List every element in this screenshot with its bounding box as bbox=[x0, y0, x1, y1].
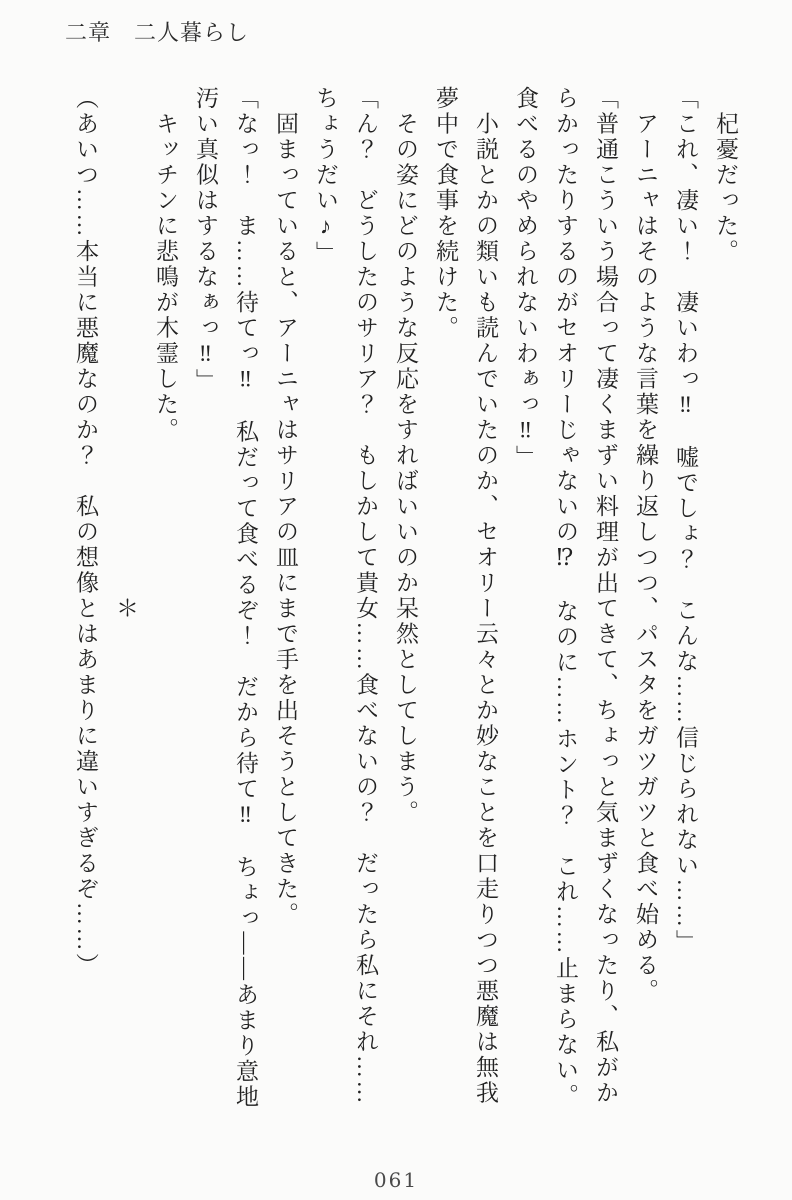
page-body-text bbox=[65, 86, 745, 1132]
text-line: ちょうだい♪」 bbox=[313, 86, 338, 267]
chapter-header: 二章 二人暮らし bbox=[65, 20, 250, 45]
text-line: その姿にどのような反応をすればいいのか呆然としてしまう。 bbox=[393, 86, 418, 826]
text-line: 固まっていると、アーニャはサリアの皿にまで手を出そうとしてきた。 bbox=[273, 86, 298, 928]
text-line: キッチンに悲鳴が木霊した。 bbox=[153, 86, 178, 443]
text-line: 汚い真似はするなぁっ‼」 bbox=[193, 86, 218, 394]
text-line: 夢中で食事を続けた。 bbox=[433, 86, 458, 341]
text-line: （あいつ……本当に悪魔なのか？ 私の想像とはあまりに違いすぎるぞ……） bbox=[73, 86, 98, 979]
text-line: 杞憂だった。 bbox=[713, 86, 738, 265]
section-break-star: ＊ bbox=[113, 596, 138, 622]
text-line: 「普通こういう場合って凄くまずい料理が出てきて、ちょっと気まずくなったり、私がか bbox=[593, 86, 618, 1106]
text-line: 「これ、凄い！ 凄いわっ‼ 嘘でしょ？ こんな……信じられない……」 bbox=[673, 86, 698, 955]
text-line: 「なっ！ ま……待てっ‼ 私だって食べるぞ！ だから待て‼ ちょっ――あまり意地 bbox=[233, 86, 258, 1110]
text-line: 「ん？ どうしたのサリア？ もしかして貴女……食べないの？ だったら私にそれ…… bbox=[353, 86, 378, 1106]
text-line: らかったりするのがセオリーじゃないの⁉ なのに……ホント？ これ……止まらない。 bbox=[553, 86, 578, 1109]
text-line: アーニャはそのような言葉を繰り返しつつ、パスタをガツガツと食べ始める。 bbox=[633, 86, 658, 1004]
page-number: 061 bbox=[373, 1168, 419, 1192]
text-line: 小説とかの類いも読んでいたのか、セオリー云々とか妙なことを口走りつつ悪魔は無我 bbox=[473, 86, 498, 1106]
text-line: 食べるのやめられないわぁっ‼」 bbox=[513, 86, 538, 471]
